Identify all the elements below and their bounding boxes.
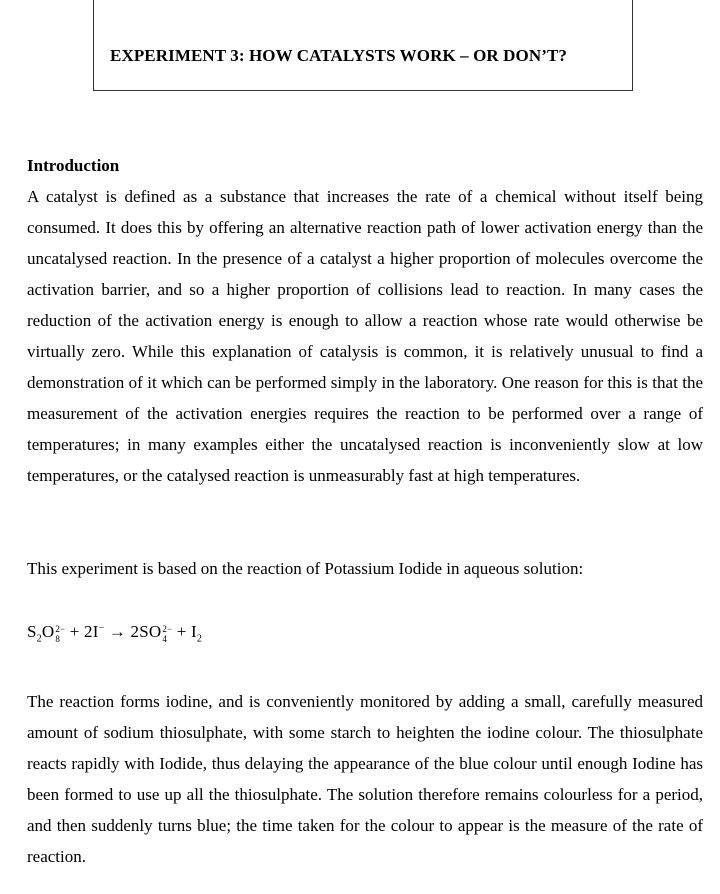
experiment-basis-paragraph: This experiment is based on the reaction of Potassium Iodide in aqueous solution: <box>27 559 584 578</box>
eq-iodine-subscript: 2 <box>196 633 203 645</box>
document-title: EXPERIMENT 3: HOW CATALYSTS WORK – OR DON’T? <box>110 46 568 65</box>
eq-sulfur-subscript: 2 <box>36 633 42 645</box>
reaction-monitoring-paragraph: The reaction forms iodine, and is conveniently monitored by adding a small, carefully measured amount of sodium thiosulphate, with some starch to heighten the iodine colour. The thiosulphate reacts rapidly with Iodide, thus delaying the appearance of the blue colour until enough Iodine has been formed to use up all the thiosulphate. The solution therefore remains colourless for a period, and then suddenly turns blue; the time taken for the colour to appear is the measure of the rate of reaction. <box>27 692 703 866</box>
eq-sulfate-subscript: 4 <box>162 634 168 645</box>
eq-oxygen: O <box>41 622 55 641</box>
eq-iodide-charge: − <box>98 622 105 634</box>
reaction-equation <box>27 622 202 643</box>
eq-iodide: + 2I <box>65 622 99 641</box>
eq-oxygen-subscript: 8 <box>55 634 61 645</box>
introduction-paragraph: A catalyst is defined as a substance that increases the rate of a chemical without itself being consumed. It does this by offering an alternative reaction path of lower activation energy than the uncatalysed reaction. In the presence of a catalyst a higher proportion of molecules overcome the activation barrier, and so a higher proportion of collisions lead to reaction. In many cases the reduction of the activation energy is enough to allow a reaction whose rate would otherwise be virtually zero. While this explanation of catalysis is common, it is relatively unusual to find a demonstration of it which can be performed simply in the laboratory. One reason for this is that the measurement of the activation energies requires the reaction to be performed over a range of temperatures; in many examples either the uncatalysed reaction is inconveniently slow at low temperatures, or the catalysed reaction is unmeasurably fast at high temperatures. <box>27 187 703 485</box>
eq-iodine: + I <box>172 622 197 641</box>
eq-sulfate-superscript: 2− <box>162 624 173 635</box>
title-box <box>93 0 633 91</box>
introduction-heading: Introduction <box>27 156 120 175</box>
eq-persulfate-superscript: 2− <box>55 624 66 635</box>
eq-persulfate-charge <box>55 624 65 644</box>
eq-arrow-sulfate: → 2SO <box>104 622 162 641</box>
eq-sulfate-charge <box>162 624 172 644</box>
eq-sulfur: S <box>27 622 37 641</box>
